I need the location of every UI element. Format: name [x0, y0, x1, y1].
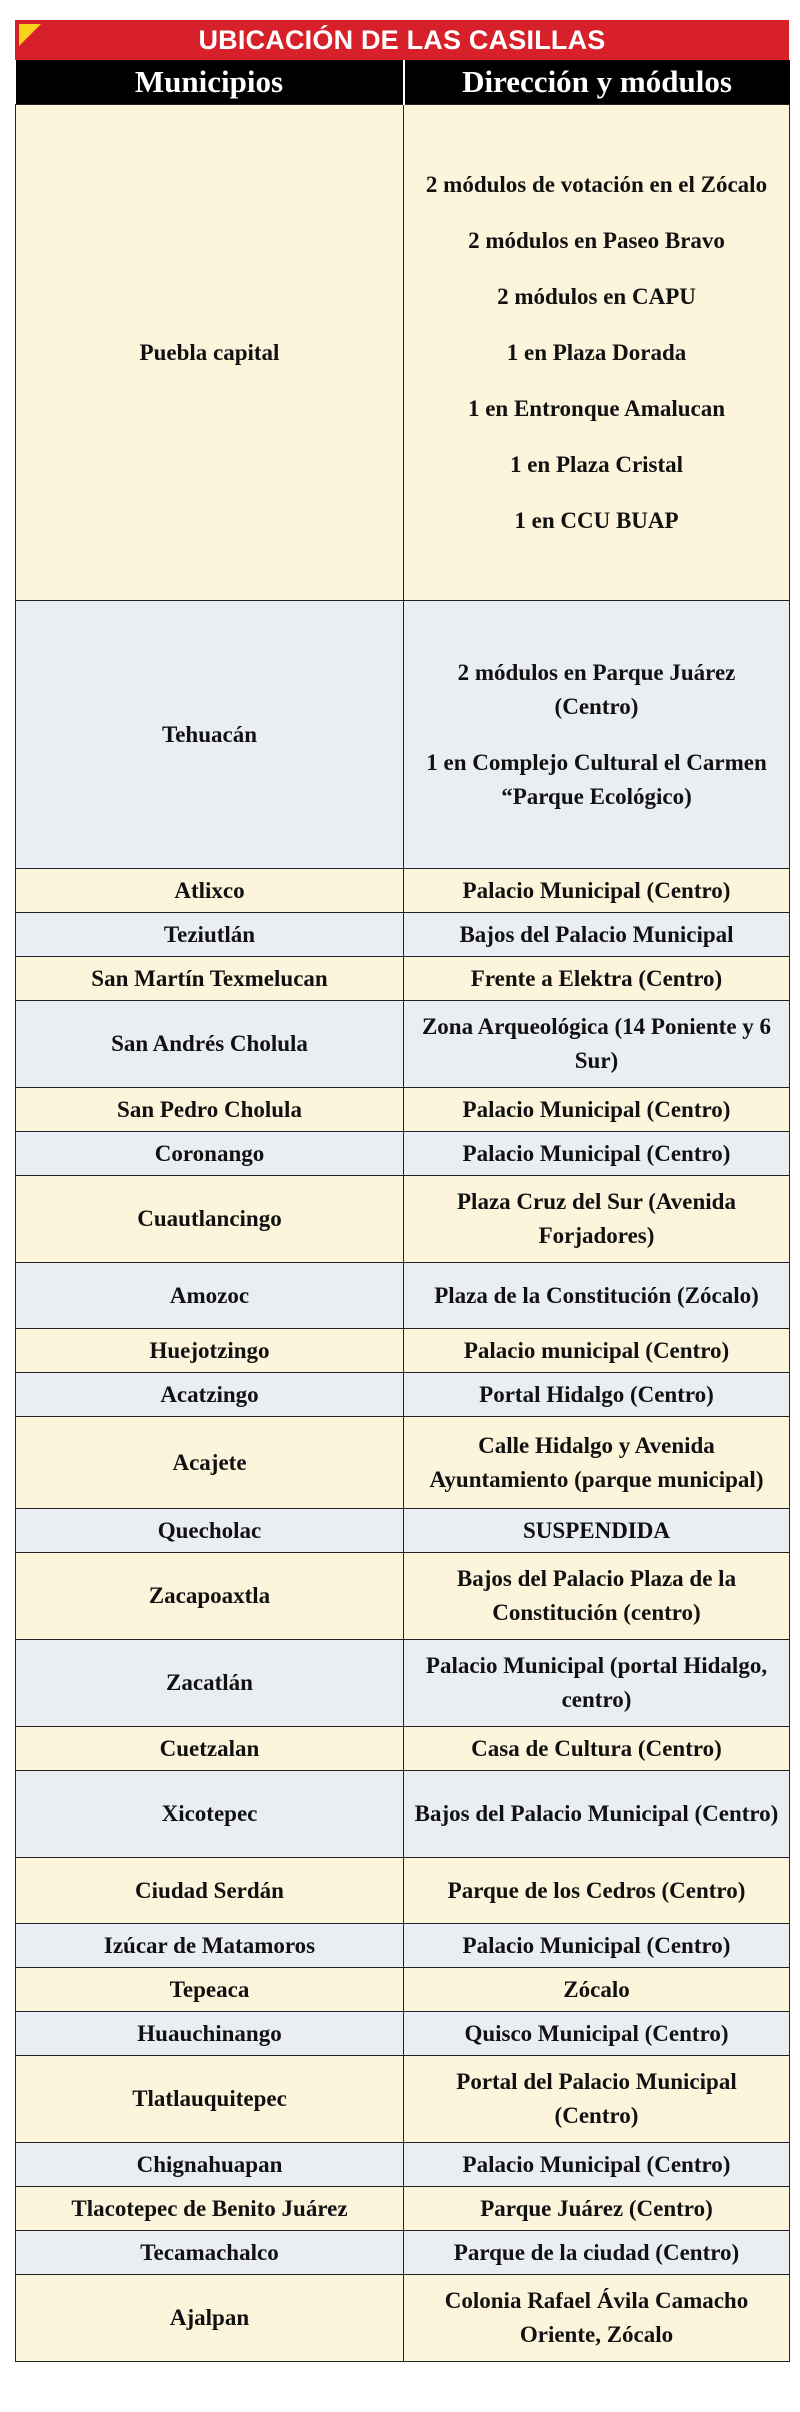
- direccion-line: 1 en Plaza Cristal: [509, 451, 684, 477]
- direccion-line: 2 módulos en CAPU: [497, 283, 696, 309]
- municipio-cell: Tepeaca: [16, 1968, 404, 2012]
- direccion-line: Zócalo: [563, 1976, 630, 2002]
- table-header-row: [16, 60, 790, 105]
- municipio-cell: Tlacotepec de Benito Juárez: [16, 2187, 404, 2231]
- direccion-cell: [404, 1968, 790, 2012]
- municipio-cell: San Pedro Cholula: [16, 1088, 404, 1132]
- casillas-table: [15, 60, 790, 2362]
- direccion-line: Parque Juárez (Centro): [480, 2195, 713, 2221]
- table-row: [16, 869, 790, 913]
- table-row: [16, 1553, 790, 1640]
- direccion-line: Parque de la ciudad (Centro): [453, 2239, 740, 2265]
- header-direccion: Dirección y módulos: [404, 60, 790, 105]
- direccion-cell: [404, 2056, 790, 2143]
- direccion-line: Portal del Palacio Municipal (Centro): [456, 2069, 737, 2128]
- direccion-cell: [404, 105, 790, 601]
- direccion-cell: [404, 1509, 790, 1553]
- table-row: [16, 2143, 790, 2187]
- direccion-line: Portal Hidalgo (Centro): [479, 1381, 714, 1407]
- direccion-line: 1 en Complejo Cultural el Carmen “Parque Ecológico): [426, 749, 767, 809]
- municipio-cell: Chignahuapan: [16, 2143, 404, 2187]
- municipio-cell: Tecamachalco: [16, 2231, 404, 2275]
- table-row: [16, 913, 790, 957]
- table-row: [16, 2275, 790, 2362]
- table-row: [16, 1640, 790, 1727]
- direccion-line: Palacio Municipal (Centro): [462, 2151, 731, 2177]
- direccion-line: Frente a Elektra (Centro): [470, 965, 723, 991]
- table-row: [16, 1263, 790, 1329]
- municipio-cell: Ciudad Serdán: [16, 1858, 404, 1924]
- direccion-cell: [404, 1640, 790, 1727]
- direccion-cell: [404, 1001, 790, 1088]
- municipio-cell: Huejotzingo: [16, 1329, 404, 1373]
- municipio-cell: Izúcar de Matamoros: [16, 1924, 404, 1968]
- municipio-cell: Coronango: [16, 1132, 404, 1176]
- direccion-cell: [404, 2187, 790, 2231]
- direccion-cell: [404, 913, 790, 957]
- direccion-cell: [404, 1373, 790, 1417]
- table-row: [16, 1858, 790, 1924]
- direccion-cell: [404, 957, 790, 1001]
- table-row: [16, 1001, 790, 1088]
- direccion-line: 1 en Plaza Dorada: [506, 339, 687, 365]
- municipio-cell: Amozoc: [16, 1263, 404, 1329]
- table-row: [16, 1509, 790, 1553]
- direccion-cell: [404, 1858, 790, 1924]
- table-row: [16, 2012, 790, 2056]
- municipio-cell: Zacapoaxtla: [16, 1553, 404, 1640]
- direccion-line: Zona Arqueológica (14 Poniente y 6 Sur): [421, 1014, 772, 1073]
- direccion-cell: [404, 1553, 790, 1640]
- table-row: [16, 1727, 790, 1771]
- direccion-cell: [404, 1088, 790, 1132]
- table-title: UBICACIÓN DE LAS CASILLAS: [198, 24, 606, 55]
- direccion-line: Bajos del Palacio Plaza de la Constitución (centro): [456, 1566, 737, 1625]
- direccion-line: SUSPENDIDA: [523, 1517, 670, 1543]
- direccion-cell: [404, 1771, 790, 1858]
- direccion-line: Plaza de la Constitución (Zócalo): [434, 1282, 759, 1308]
- direccion-line: Palacio Municipal (Centro): [462, 1932, 731, 1958]
- direccion-cell: [404, 601, 790, 869]
- table-row: [16, 1329, 790, 1373]
- municipio-cell: Puebla capital: [16, 105, 404, 601]
- direccion-line: Plaza Cruz del Sur (Avenida Forjadores): [457, 1189, 736, 1248]
- table-row: [16, 2231, 790, 2275]
- municipio-cell: Xicotepec: [16, 1771, 404, 1858]
- direccion-cell: [404, 1176, 790, 1263]
- municipio-cell: Quecholac: [16, 1509, 404, 1553]
- municipio-cell: Acatzingo: [16, 1373, 404, 1417]
- direccion-line: Quisco Municipal (Centro): [464, 2020, 729, 2046]
- municipio-cell: Ajalpan: [16, 2275, 404, 2362]
- municipio-cell: San Andrés Cholula: [16, 1001, 404, 1088]
- casillas-table-panel: [15, 20, 789, 2362]
- table-row: [16, 1088, 790, 1132]
- table-title-bar: [15, 20, 789, 60]
- table-row: [16, 1373, 790, 1417]
- table-row: [16, 105, 790, 601]
- direccion-line: Palacio Municipal (portal Hidalgo, centro): [425, 1653, 768, 1712]
- direccion-cell: [404, 2143, 790, 2187]
- direccion-cell: [404, 1263, 790, 1329]
- municipio-cell: Cuetzalan: [16, 1727, 404, 1771]
- direccion-line: Palacio Municipal (Centro): [462, 877, 731, 903]
- table-row: [16, 601, 790, 869]
- direccion-cell: [404, 2231, 790, 2275]
- municipio-cell: Tehuacán: [16, 601, 404, 869]
- direccion-line: Parque de los Cedros (Centro): [447, 1877, 746, 1903]
- direccion-line: Bajos del Palacio Municipal: [459, 921, 734, 947]
- direccion-cell: [404, 1727, 790, 1771]
- municipio-cell: Acajete: [16, 1417, 404, 1509]
- table-row: [16, 957, 790, 1001]
- table-row: [16, 1968, 790, 2012]
- direccion-line: 1 en CCU BUAP: [514, 507, 679, 533]
- municipio-cell: Zacatlán: [16, 1640, 404, 1727]
- direccion-line: Palacio municipal (Centro): [463, 1337, 730, 1363]
- table-row: [16, 1771, 790, 1858]
- direccion-line: Bajos del Palacio Municipal (Centro): [414, 1801, 779, 1826]
- municipio-cell: Tlatlauquitepec: [16, 2056, 404, 2143]
- header-municipios: Municipios: [16, 60, 404, 105]
- direccion-line: 2 módulos en Parque Juárez (Centro): [457, 659, 736, 719]
- municipio-cell: San Martín Texmelucan: [16, 957, 404, 1001]
- direccion-cell: [404, 869, 790, 913]
- direccion-line: Palacio Municipal (Centro): [462, 1140, 731, 1166]
- direccion-line: Casa de Cultura (Centro): [471, 1735, 722, 1761]
- table-row: [16, 2187, 790, 2231]
- direccion-cell: [404, 2275, 790, 2362]
- municipio-cell: Huauchinango: [16, 2012, 404, 2056]
- direccion-cell: [404, 1417, 790, 1509]
- table-row: [16, 1924, 790, 1968]
- municipio-cell: Teziutlán: [16, 913, 404, 957]
- direccion-line: Calle Hidalgo y Avenida Ayuntamiento (parque municipal): [429, 1432, 764, 1492]
- direccion-cell: [404, 1329, 790, 1373]
- municipio-cell: Cuautlancingo: [16, 1176, 404, 1263]
- table-row: [16, 2056, 790, 2143]
- table-row: [16, 1417, 790, 1509]
- direccion-cell: [404, 1132, 790, 1176]
- direccion-cell: [404, 1924, 790, 1968]
- table-row: [16, 1132, 790, 1176]
- direccion-line: 1 en Entronque Amalucan: [467, 395, 726, 421]
- direccion-cell: [404, 2012, 790, 2056]
- table-row: [16, 1176, 790, 1263]
- direccion-line: 2 módulos de votación en el Zócalo: [425, 171, 768, 197]
- corner-triangle-icon: [19, 24, 41, 46]
- municipio-cell: Atlixco: [16, 869, 404, 913]
- direccion-line: Palacio Municipal (Centro): [462, 1096, 731, 1122]
- direccion-line: Colonia Rafael Ávila Camacho Oriente, Zócalo: [444, 2288, 749, 2347]
- direccion-line: 2 módulos en Paseo Bravo: [468, 227, 725, 253]
- table-body: [16, 105, 790, 2362]
